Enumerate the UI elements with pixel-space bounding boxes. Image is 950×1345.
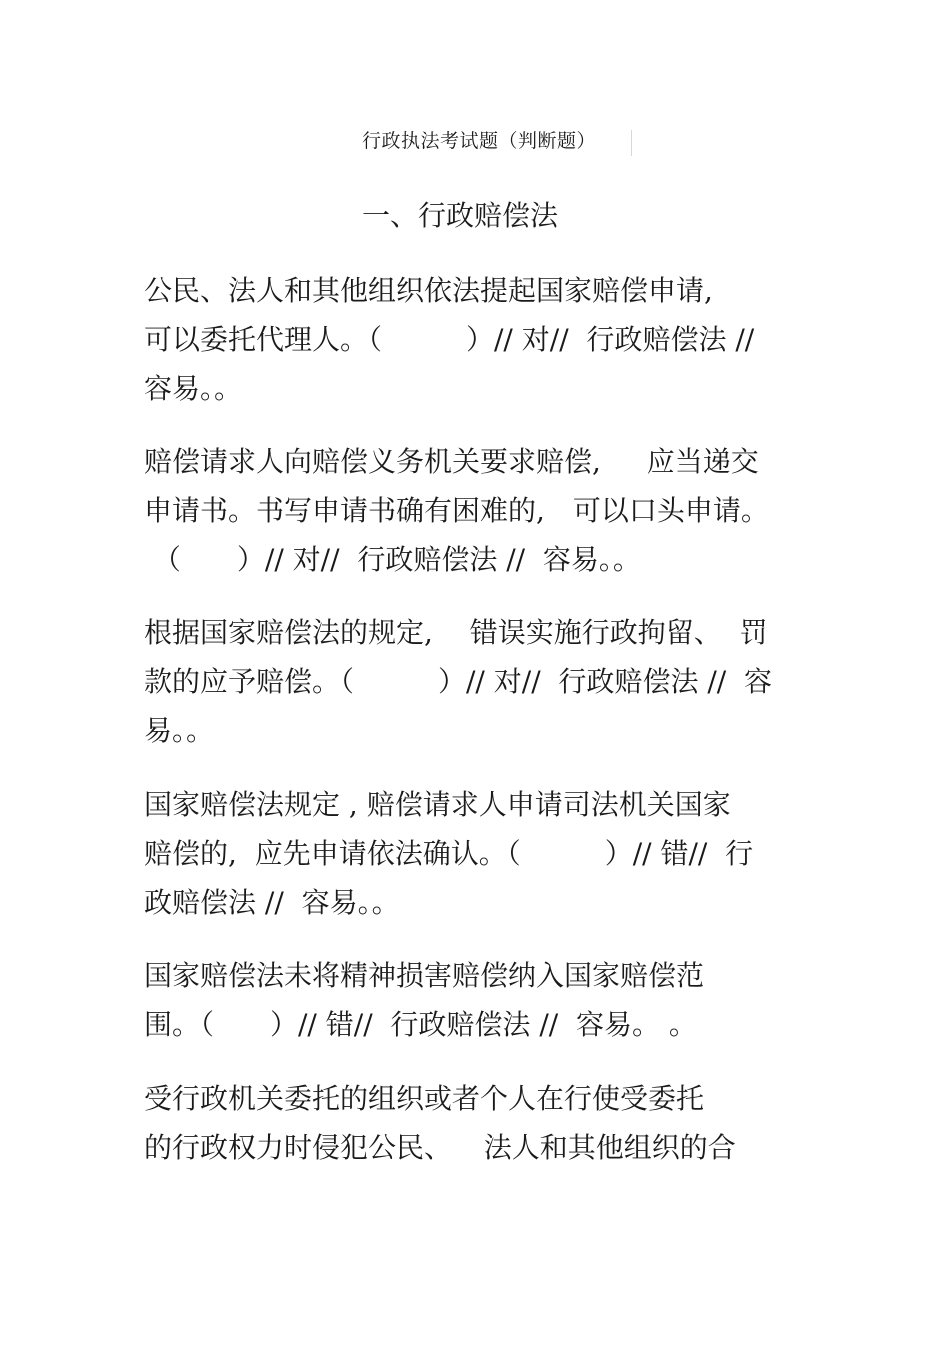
question-line: 易。。 [144,714,215,747]
question-line: 可以委托代理人。（ ）// 对// 行政赔偿法 // [144,323,755,356]
question-line: 赔偿请求人向赔偿义务机关要求赔偿, 应当递交 [144,445,759,478]
question-line: 国家赔偿法未将精神损害赔偿纳入国家赔偿范 [144,959,705,992]
question-5 [144,951,809,1049]
question-2 [144,437,809,584]
question-line: 公民、法人和其他组织依法提起国家赔偿申请, [144,274,713,307]
question-line: 款的应予赔偿。（ ）// 对// 行政赔偿法 // 容 [144,665,773,698]
question-line: 申请书。书写申请书确有困难的, 可以口头申请。 [144,494,769,527]
question-6 [144,1074,809,1172]
question-line: 的行政权力时侵犯公民、 法人和其他组织的合 [144,1131,736,1164]
question-line: 容易。。 [144,372,243,405]
question-4 [144,780,809,927]
question-1 [144,266,809,413]
title-divider-mark [631,130,632,156]
question-line: 政赔偿法 // 容易。。 [144,886,400,919]
question-line: 赔偿的, 应先申请依法确认。（ ）// 错// 行 [144,837,754,870]
question-line: （ ）// 对// 行政赔偿法 // 容易。。 [144,543,641,576]
question-line: 受行政机关委托的组织或者个人在行使受委托 [144,1082,705,1115]
document-title: 行政执法考试题（判断题） [362,130,597,152]
question-line: 围。（ ）// 错// 行政赔偿法 // 容易。 。 [144,1008,697,1041]
question-3 [144,608,809,755]
question-line: 根据国家赔偿法的规定, 错误实施行政拘留、 罚 [144,616,768,649]
section-heading: 一、行政赔偿法 [362,199,559,232]
question-line: 国家赔偿法规定 , 赔偿请求人申请司法机关国家 [144,788,731,821]
